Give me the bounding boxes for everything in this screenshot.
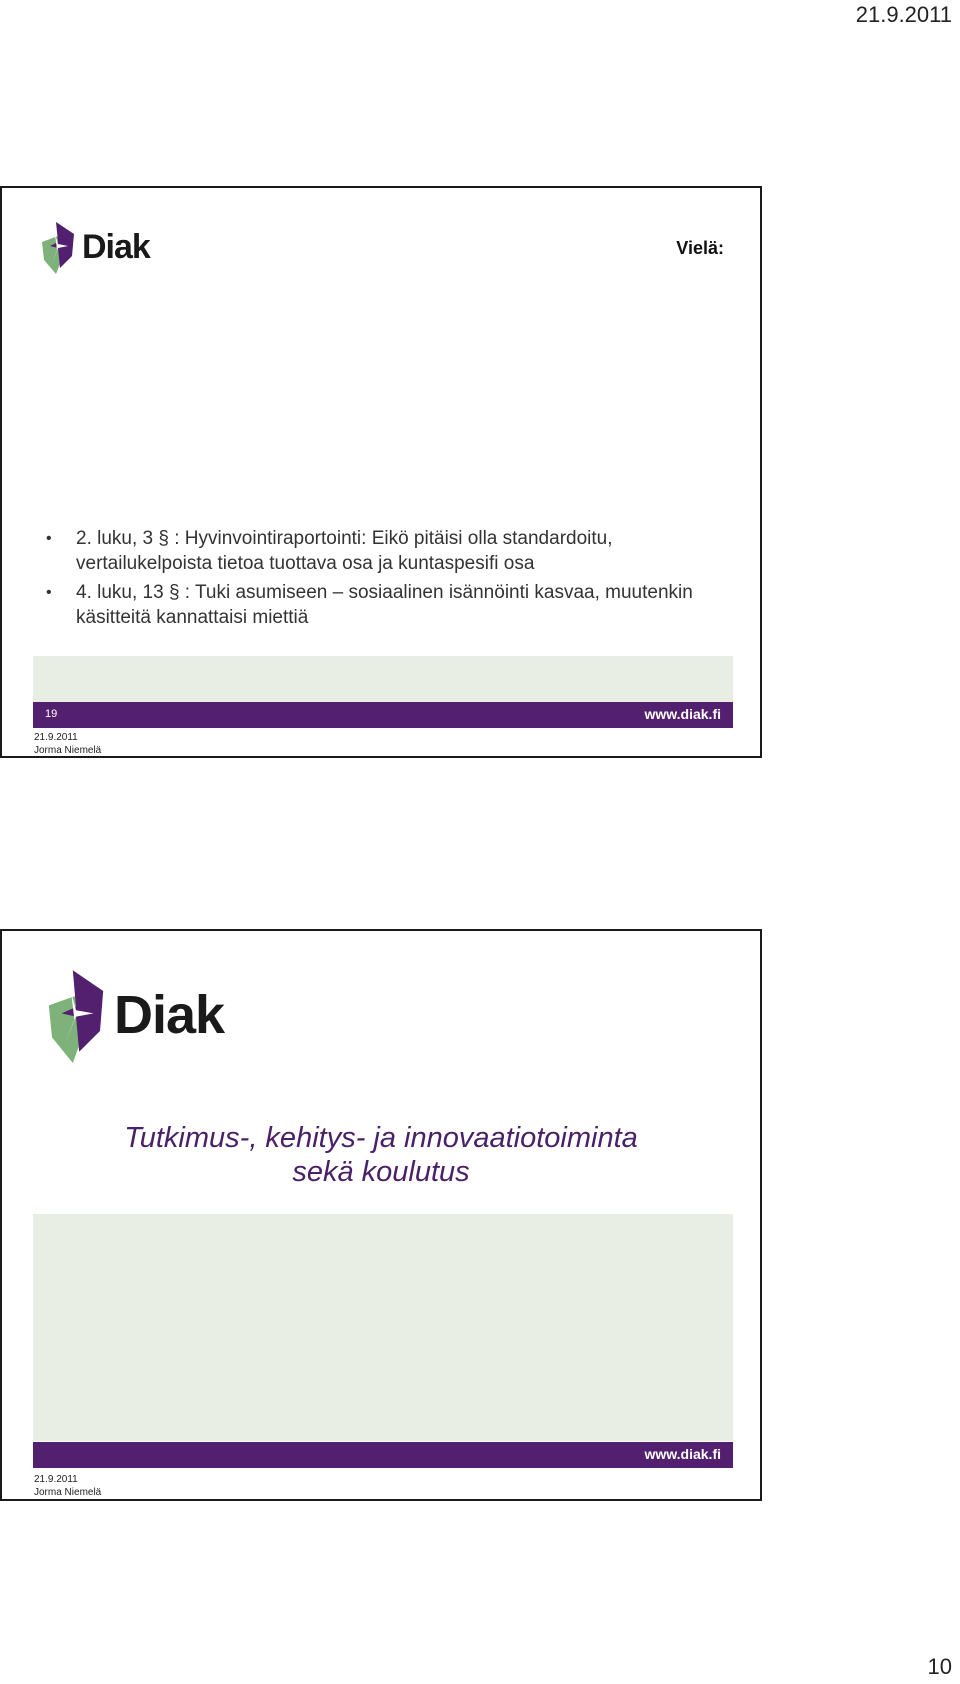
page-number: 10	[927, 1654, 952, 1679]
heading-line: sekä koulutus	[292, 1156, 470, 1188]
footer-author: Jorma Niemelä	[34, 1487, 102, 1498]
slide-title: Vielä:	[676, 238, 724, 258]
footer-date: 21.9.2011	[34, 1474, 78, 1485]
logo-wordmark: Diak	[82, 227, 150, 266]
bullet-list	[46, 526, 726, 634]
content-band	[33, 1214, 733, 1441]
footer-author: Jorma Niemelä	[34, 745, 102, 756]
diak-logo	[38, 220, 150, 274]
slide-heading	[2, 1121, 760, 1189]
logo-wordmark: Diak	[114, 985, 225, 1045]
bullet-item: • 2. luku, 3 § : Hyvinvointiraportointi: Eikö pitäisi olla standardoitu, vertailukelpoista tietoa tuottava osa ja kuntaspesifi osa	[46, 526, 726, 576]
slide-number: 19	[45, 708, 58, 720]
bullet-item: • 4. luku, 13 § : Tuki asumiseen – sosiaalinen isännöinti kasvaa, muutenkin käsitteitä kannattaisi miettiä	[46, 580, 726, 630]
footer-bar	[33, 1442, 733, 1468]
page-date: 21.9.2011	[855, 2, 952, 27]
site-url: www.diak.fi	[644, 1446, 721, 1462]
slide-title-page	[0, 929, 762, 1501]
diak-logo-icon	[44, 967, 108, 1063]
site-url: www.diak.fi	[644, 706, 721, 722]
diak-logo	[44, 967, 224, 1063]
footer-date: 21.9.2011	[34, 732, 78, 743]
diak-logo-icon	[38, 220, 78, 274]
slide-19	[0, 186, 762, 758]
heading-line: Tutkimus-, kehitys- ja innovaatiotoiminta	[124, 1122, 638, 1154]
footer-band	[33, 656, 733, 702]
footer-bar	[33, 702, 733, 728]
